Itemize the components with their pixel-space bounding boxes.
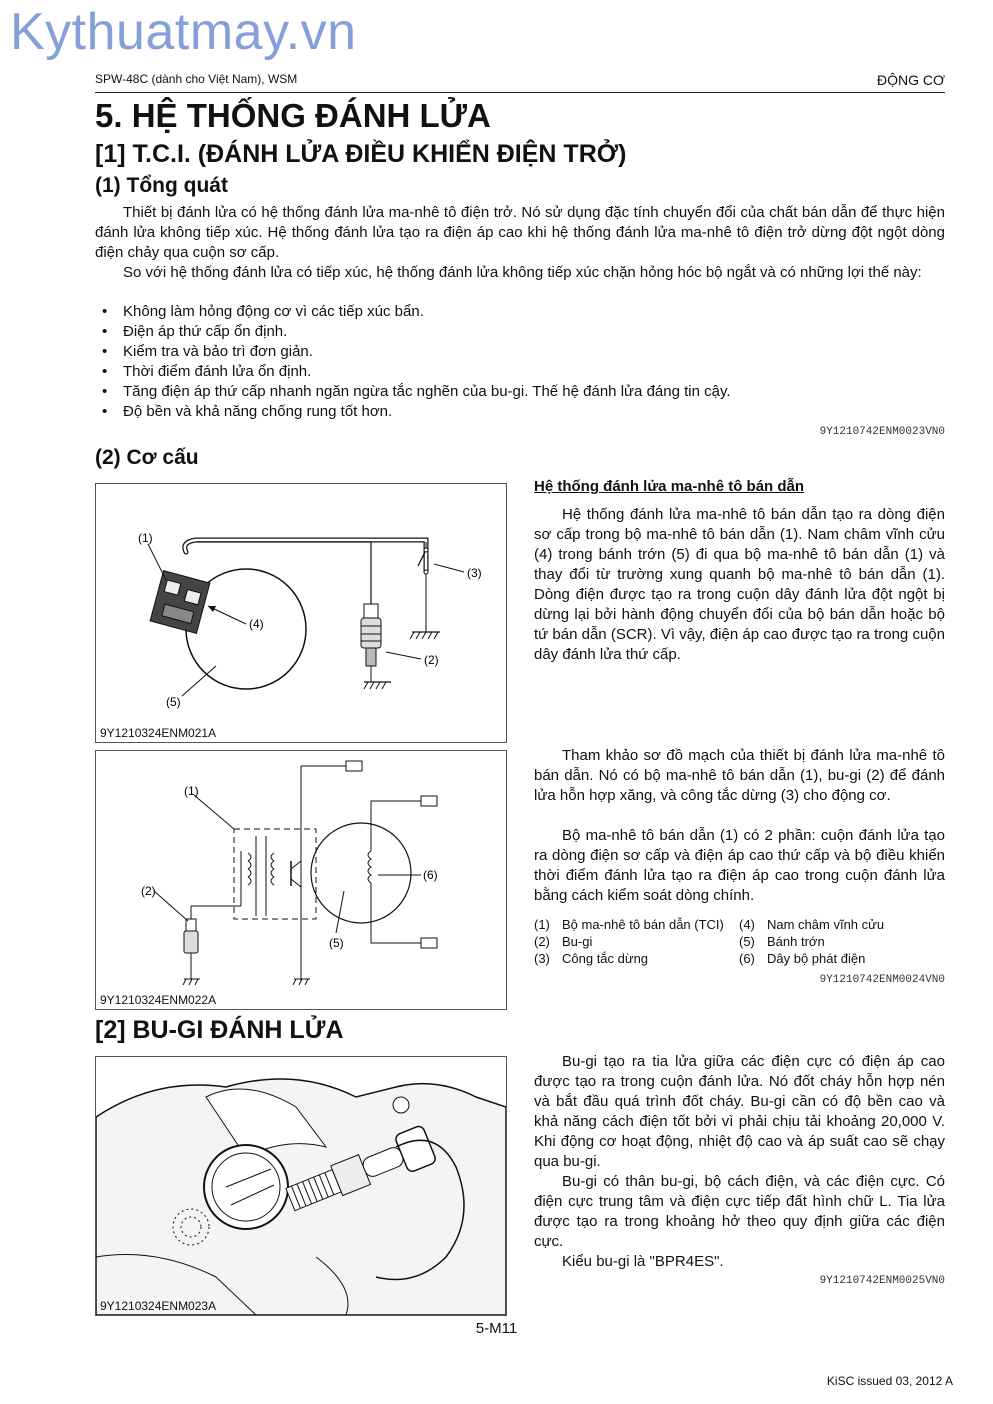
label-spark-plug: (2): [141, 884, 156, 898]
list-item: • Không làm hỏng động cơ vì các tiếp xúc bẩn.: [95, 302, 945, 322]
mechanism-paragraph-3: Bộ ma-nhê tô bán dẫn (1) có 2 phần: cuộn đánh lửa tạo ra dòng điện sơ cấp và điện áp cao thứ cấp và bộ điều khiển thời điểm đánh lửa tạo ra điện áp cao trong cuộn đánh lửa bằng cách kiểm soát dòng chính.: [534, 827, 945, 904]
label-flywheel: (5): [166, 695, 181, 709]
header-model: SPW-48C (dành cho Việt Nam), WSM: [95, 72, 298, 86]
label-spark-plug: (2): [424, 653, 439, 667]
advantages-list: [95, 302, 945, 422]
mechanism-paragraph-1: Hệ thống đánh lửa ma-nhê tô bán dẫn tạo ra dòng điện sơ cấp trong bộ ma-nhê tô bán dẫn (1). Nam châm vĩnh cửu (4) trong bánh trớn (5) đi qua bộ ma-nhê tô bán dẫn (1) và thay đổi từ trường xung quanh bộ ma-nhê tô bán dẫn (1). Dòng điện được tạo ra trong cuộn dây đánh lửa đột ngột bị dừng lại bởi hành động chuyển đổi của bộ bán dẫn hoặc bộ tứ bán dẫn (SCR). Vì vậy, điện áp cao được tạo ra trong cuộn dây đánh lửa thứ cấp.: [534, 506, 945, 663]
list-item: • Kiểm tra và bảo trì đơn giản.: [95, 342, 945, 362]
mechanism-heading: (2) Cơ cấu: [95, 446, 199, 469]
list-item: • Thời điểm đánh lửa ổn định.: [95, 362, 945, 382]
magneto-illustration: [96, 484, 506, 742]
figure-magneto-diagram: [95, 483, 507, 743]
mechanism-paragraph-2: Tham khảo sơ đồ mạch của thiết bị đánh lửa ma-nhê tô bán dẫn. Nó có bộ ma-nhê tô bán dẫn (1), bu-gi (2) để đánh lửa hỗn hợp xăng, và công tắc dừng (3) cho động cơ.: [534, 747, 945, 804]
list-item: • Điện áp thứ cấp ổn định.: [95, 322, 945, 342]
page-number: 5-M11: [475, 1320, 518, 1337]
mechanism-subtitle: Hệ thống đánh lửa ma-nhê tô bán dẫn: [534, 478, 805, 495]
figure-circuit-diagram: [95, 750, 507, 1010]
spark-plug-paragraph-1: Bu-gi tạo ra tia lửa giữa các điện cực có điện áp cao được tạo ra trong cuộn đánh lửa. Nó đốt cháy hỗn hợp nén và bắt đầu quá trình đốt cháy. Bu-gi cần có độ bền cao và khả năng cách điện tốt bởi vì phải chịu tải khoảng 20,000 V. Khi động cơ hoạt động, nhiệt độ cao và áp suất cao sẽ chạy qua bu-gi.: [534, 1053, 945, 1170]
section-title: 5. HỆ THỐNG ĐÁNH LỬA: [95, 97, 491, 134]
general-paragraph-2: So với hệ thống đánh lửa có tiếp xúc, hệ thống đánh lửa không tiếp xúc chặn hỏng hóc bộ ngắt và có những lợi thế này:: [123, 264, 922, 281]
general-heading: (1) Tổng quát: [95, 174, 228, 197]
spark-plug-paragraph-2: Bu-gi có thân bu-gi, bộ cách điện, và các điện cực. Có điện cực trung tâm và điện cực tiếp đất hình chữ L. Tia lửa được tạo ra trong khoảng hở theo quy định giữa các điện cực.: [534, 1173, 945, 1250]
label-tci: (1): [138, 531, 153, 545]
list-item: • Độ bền và khả năng chống rung tốt hơn.: [95, 402, 945, 422]
header-divider: [95, 92, 945, 93]
issue-note: KiSC issued 03, 2012 A: [826, 1374, 953, 1388]
header-section: ĐỘNG CƠ: [876, 72, 945, 88]
label-tci: (1): [184, 784, 199, 798]
label-flywheel: (5): [329, 936, 344, 950]
spark-plug-illustration: [96, 1057, 506, 1315]
watermark-logo: Kythuatmay.vn: [10, 3, 357, 61]
label-magnet: (4): [249, 617, 264, 631]
subsection-title-tci: [1] T.C.I. (ĐÁNH LỬA ĐIỀU KHIỂN ĐIỆN TRỞ): [95, 140, 627, 168]
list-item: • Tăng điện áp thứ cấp nhanh ngăn ngừa tắc nghẽn của bu-gi. Thế hệ đánh lửa đáng tin cậy.: [95, 382, 945, 402]
spark-plug-heading: [2] BU-GI ĐÁNH LỬA: [95, 1016, 344, 1044]
label-generator-wire: (6): [423, 868, 438, 882]
general-paragraph-1: Thiết bị đánh lửa có hệ thống đánh lửa ma-nhê tô điện trở. Nó sử dụng đặc tính chuyển đổi của chất bán dẫn để thực hiện đánh lửa không tiếp xúc. Hệ thống đánh lửa tạo ra điện áp cao khi hệ thống đánh lửa ma-nhê tô điện trở dừng đột ngột dòng điện chảy qua cuộn sơ cấp.: [95, 204, 945, 261]
reference-code: 9Y1210742ENM0023VN0: [819, 426, 945, 438]
figure-spark-plug-photo: [95, 1056, 507, 1316]
figure-legend: (1) Bộ ma-nhê tô bán dẫn (TCI) (4) Nam châm vĩnh cửu (2) Bu-gi (5) Bánh trớn (3) Công tắc dừng (6) Dây bộ phát điện: [534, 917, 885, 966]
reference-code: 9Y1210742ENM0024VN0: [819, 974, 945, 986]
label-stop-switch: (3): [467, 566, 482, 580]
circuit-illustration: [96, 751, 506, 1009]
figure-caption: 9Y1210324ENM023A: [100, 1299, 217, 1313]
figure-caption: 9Y1210324ENM022A: [100, 993, 217, 1007]
figure-caption: 9Y1210324ENM021A: [100, 726, 217, 740]
spark-plug-paragraph-3: Kiểu bu-gi là "BPR4ES".: [562, 1253, 724, 1270]
reference-code: 9Y1210742ENM0025VN0: [819, 1275, 945, 1287]
